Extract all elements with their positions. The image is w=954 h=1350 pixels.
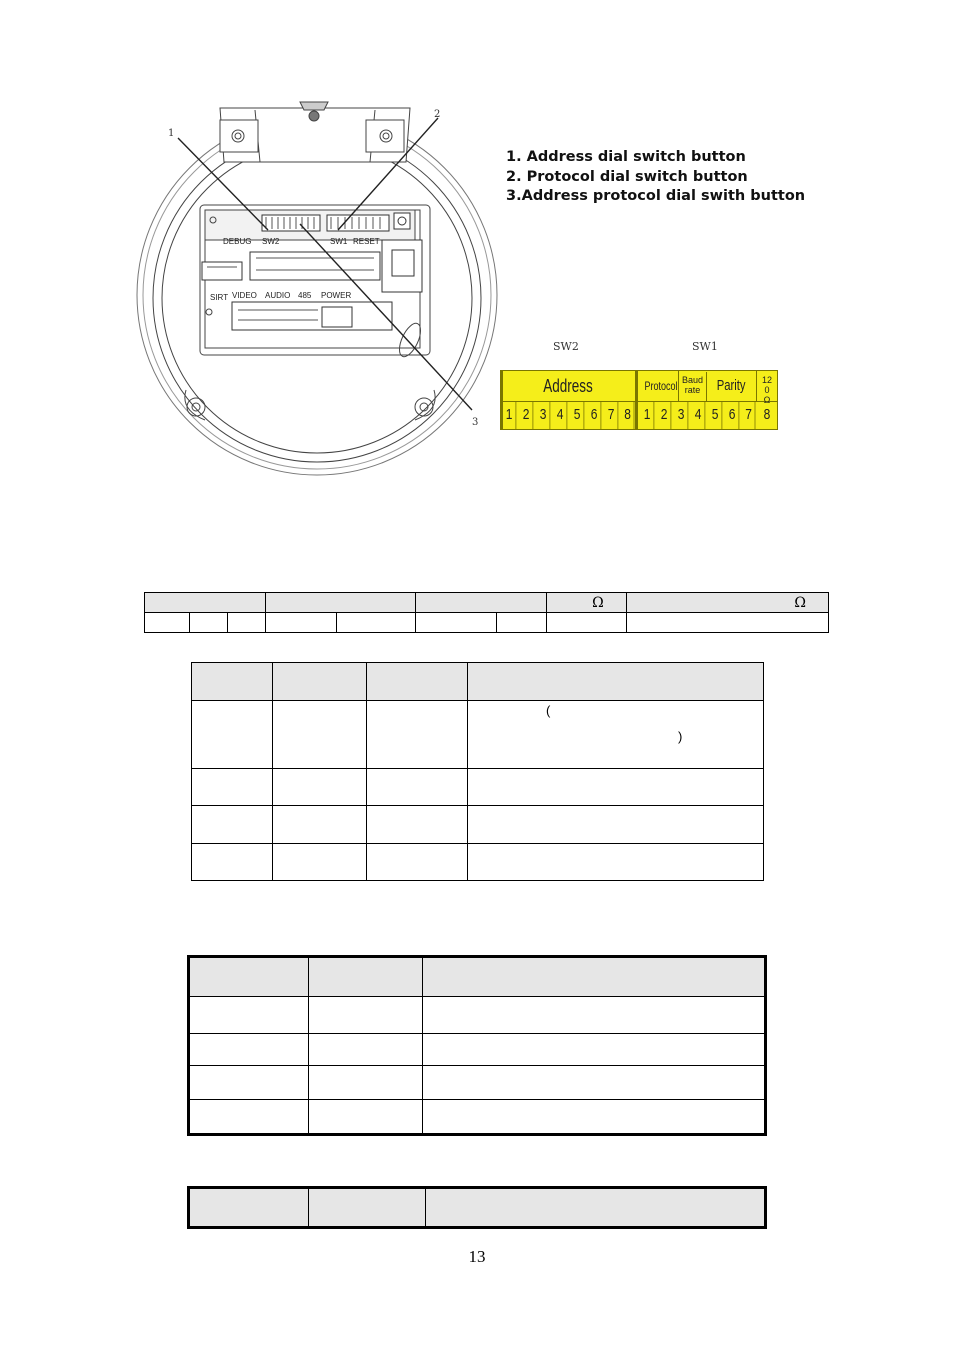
sw2-num: 3: [537, 401, 551, 429]
callout-2: 2: [434, 109, 441, 120]
sw1-num: 2: [658, 401, 672, 429]
sw2-num: 1: [503, 401, 517, 429]
label-video: VIDEO: [232, 291, 257, 300]
label-sw1: SW1: [330, 237, 348, 246]
label-debug: DEBUG: [223, 237, 252, 246]
label-reset: RESET: [353, 237, 380, 246]
label-sw2: SW2: [262, 237, 280, 246]
sw1-num: 6: [726, 401, 740, 429]
switch-summary-table: [144, 592, 829, 633]
sw2-label: SW2: [553, 340, 579, 353]
sw2-num: 8: [622, 401, 635, 429]
sw1-num: 5: [709, 401, 723, 429]
diagram-legend: [506, 148, 805, 207]
sw1-num: 1: [641, 401, 655, 429]
sw2-num: 4: [554, 401, 568, 429]
label-audio: AUDIO: [265, 291, 291, 300]
label-sirt: SIRT: [210, 293, 229, 302]
callout-3: 3: [472, 417, 479, 428]
legend-item-2: 2. Protocol dial switch button: [506, 168, 748, 185]
parity-table: [188, 1187, 766, 1228]
callout-1: 1: [168, 128, 175, 139]
address-header: Address: [543, 376, 593, 396]
legend-item-1: 1. Address dial switch button: [506, 149, 746, 165]
label-485: 485: [298, 291, 312, 300]
protocol-header: Protocol: [644, 379, 678, 393]
dip-switch-table: [500, 370, 778, 430]
page-number: 13: [468, 1247, 486, 1266]
sw1-num: 8: [763, 406, 771, 423]
sw2-num: 2: [520, 401, 534, 429]
sw2-num: 6: [588, 401, 602, 429]
omega-cell-a: Ω: [547, 593, 626, 613]
sw1-num: 3: [675, 401, 689, 429]
camera-board-diagram: [110, 90, 550, 500]
sw1-num: 4: [692, 401, 706, 429]
omega-cell-b: Ω: [626, 593, 828, 613]
sw2-num: 5: [571, 401, 585, 429]
protocol-table: ( ): [191, 662, 764, 881]
sw2-num: 7: [605, 401, 619, 429]
parity-header: Parity: [717, 377, 746, 394]
baud-rate-table: [188, 956, 766, 1135]
sw1-num: 7: [743, 401, 756, 429]
ohm-header: 120 Ω: [761, 375, 772, 405]
baud-rate-header: Baud rate: [681, 375, 704, 395]
legend-item-3: 3.Address protocol dial swith button: [506, 188, 806, 204]
sw1-label: SW1: [692, 340, 718, 353]
label-power: POWER: [321, 291, 352, 300]
